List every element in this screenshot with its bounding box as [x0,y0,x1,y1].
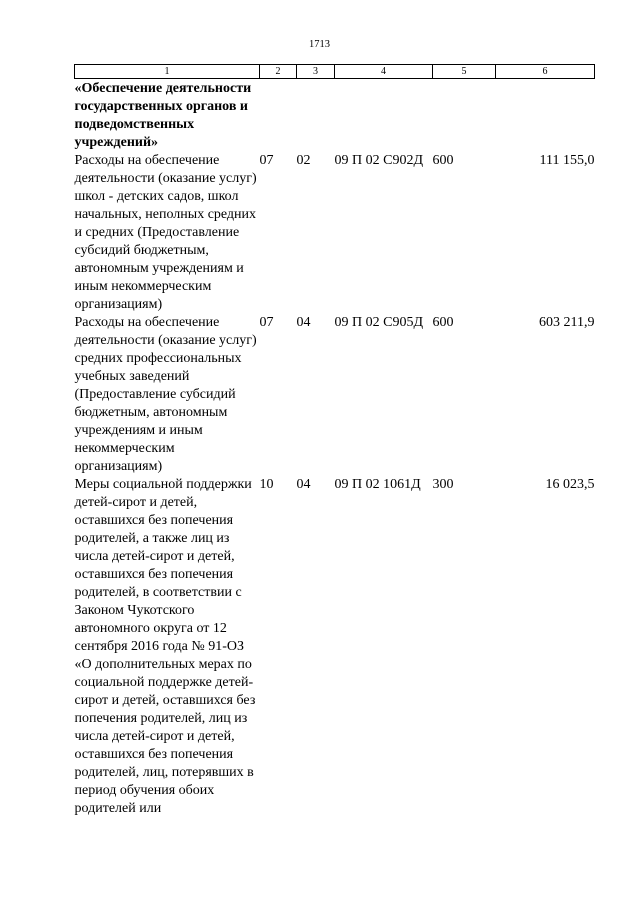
row-subsection: 04 [296,477,311,492]
row-subsection: 02 [296,153,311,168]
row-description: Расходы на обеспечение деятельности (оказание услуг) средних профессиональных учебных заведений (Предоставление субсидий бюджетным, автономным учреждениям и иным некоммерческим организациям) [74,315,257,474]
row-description: Меры социальной поддержки детей-сирот и детей, оставшихся без попечения родителей, а также лиц из числа детей-сирот и детей, оставшихся без попечения родителей, в соответствии с Законом Чукотского автономного округа от 12 сентября 2016 года № 91-ОЗ «О дополнительных мерах по социальной поддержке детей-сирот и детей, оставшихся без попечения родителей, лиц из числа детей-сирот и детей, оставшихся без попечения родителей, лиц, потерявших в период обучения обоих родителей или [74,477,256,816]
row-amount: 16 023,5 [545,477,595,492]
row-target-article: 09 П 02 С905Д [334,315,423,330]
column-number-row [75,65,595,79]
budget-table [74,64,595,818]
row-expense-type: 600 [432,315,454,330]
row-expense-type: 300 [432,477,454,492]
row-amount: 603 211,9 [539,315,595,330]
row-amount: 111 155,0 [539,153,595,168]
column-header-3: 3 [297,65,335,79]
row-expense-type: 600 [432,153,454,168]
column-header-1: 1 [75,65,260,79]
column-header-2: 2 [260,65,297,79]
table-row [75,314,595,476]
row-target-article: 09 П 02 1061Д [334,477,421,492]
column-header-5: 5 [433,65,496,79]
row-section: 07 [259,315,274,330]
page-number: 1713 [309,39,330,50]
table-row [75,152,595,314]
row-subsection: 04 [296,315,311,330]
row-section: 10 [259,477,274,492]
section-row [75,79,595,153]
row-section: 07 [259,153,274,168]
column-header-6: 6 [496,65,595,79]
table-row [75,476,595,818]
row-description: Расходы на обеспечение деятельности (оказание услуг) школ - детских садов, школ начальных, неполных средних и средних (Предоставление субсидий бюджетным, автономным учреждениям и иным некоммерческим организациям) [74,153,257,312]
section-title: «Обеспечение деятельности государственных органов и подведомственных учреждений» [74,81,252,150]
column-header-4: 4 [335,65,433,79]
row-target-article: 09 П 02 С902Д [334,153,423,168]
